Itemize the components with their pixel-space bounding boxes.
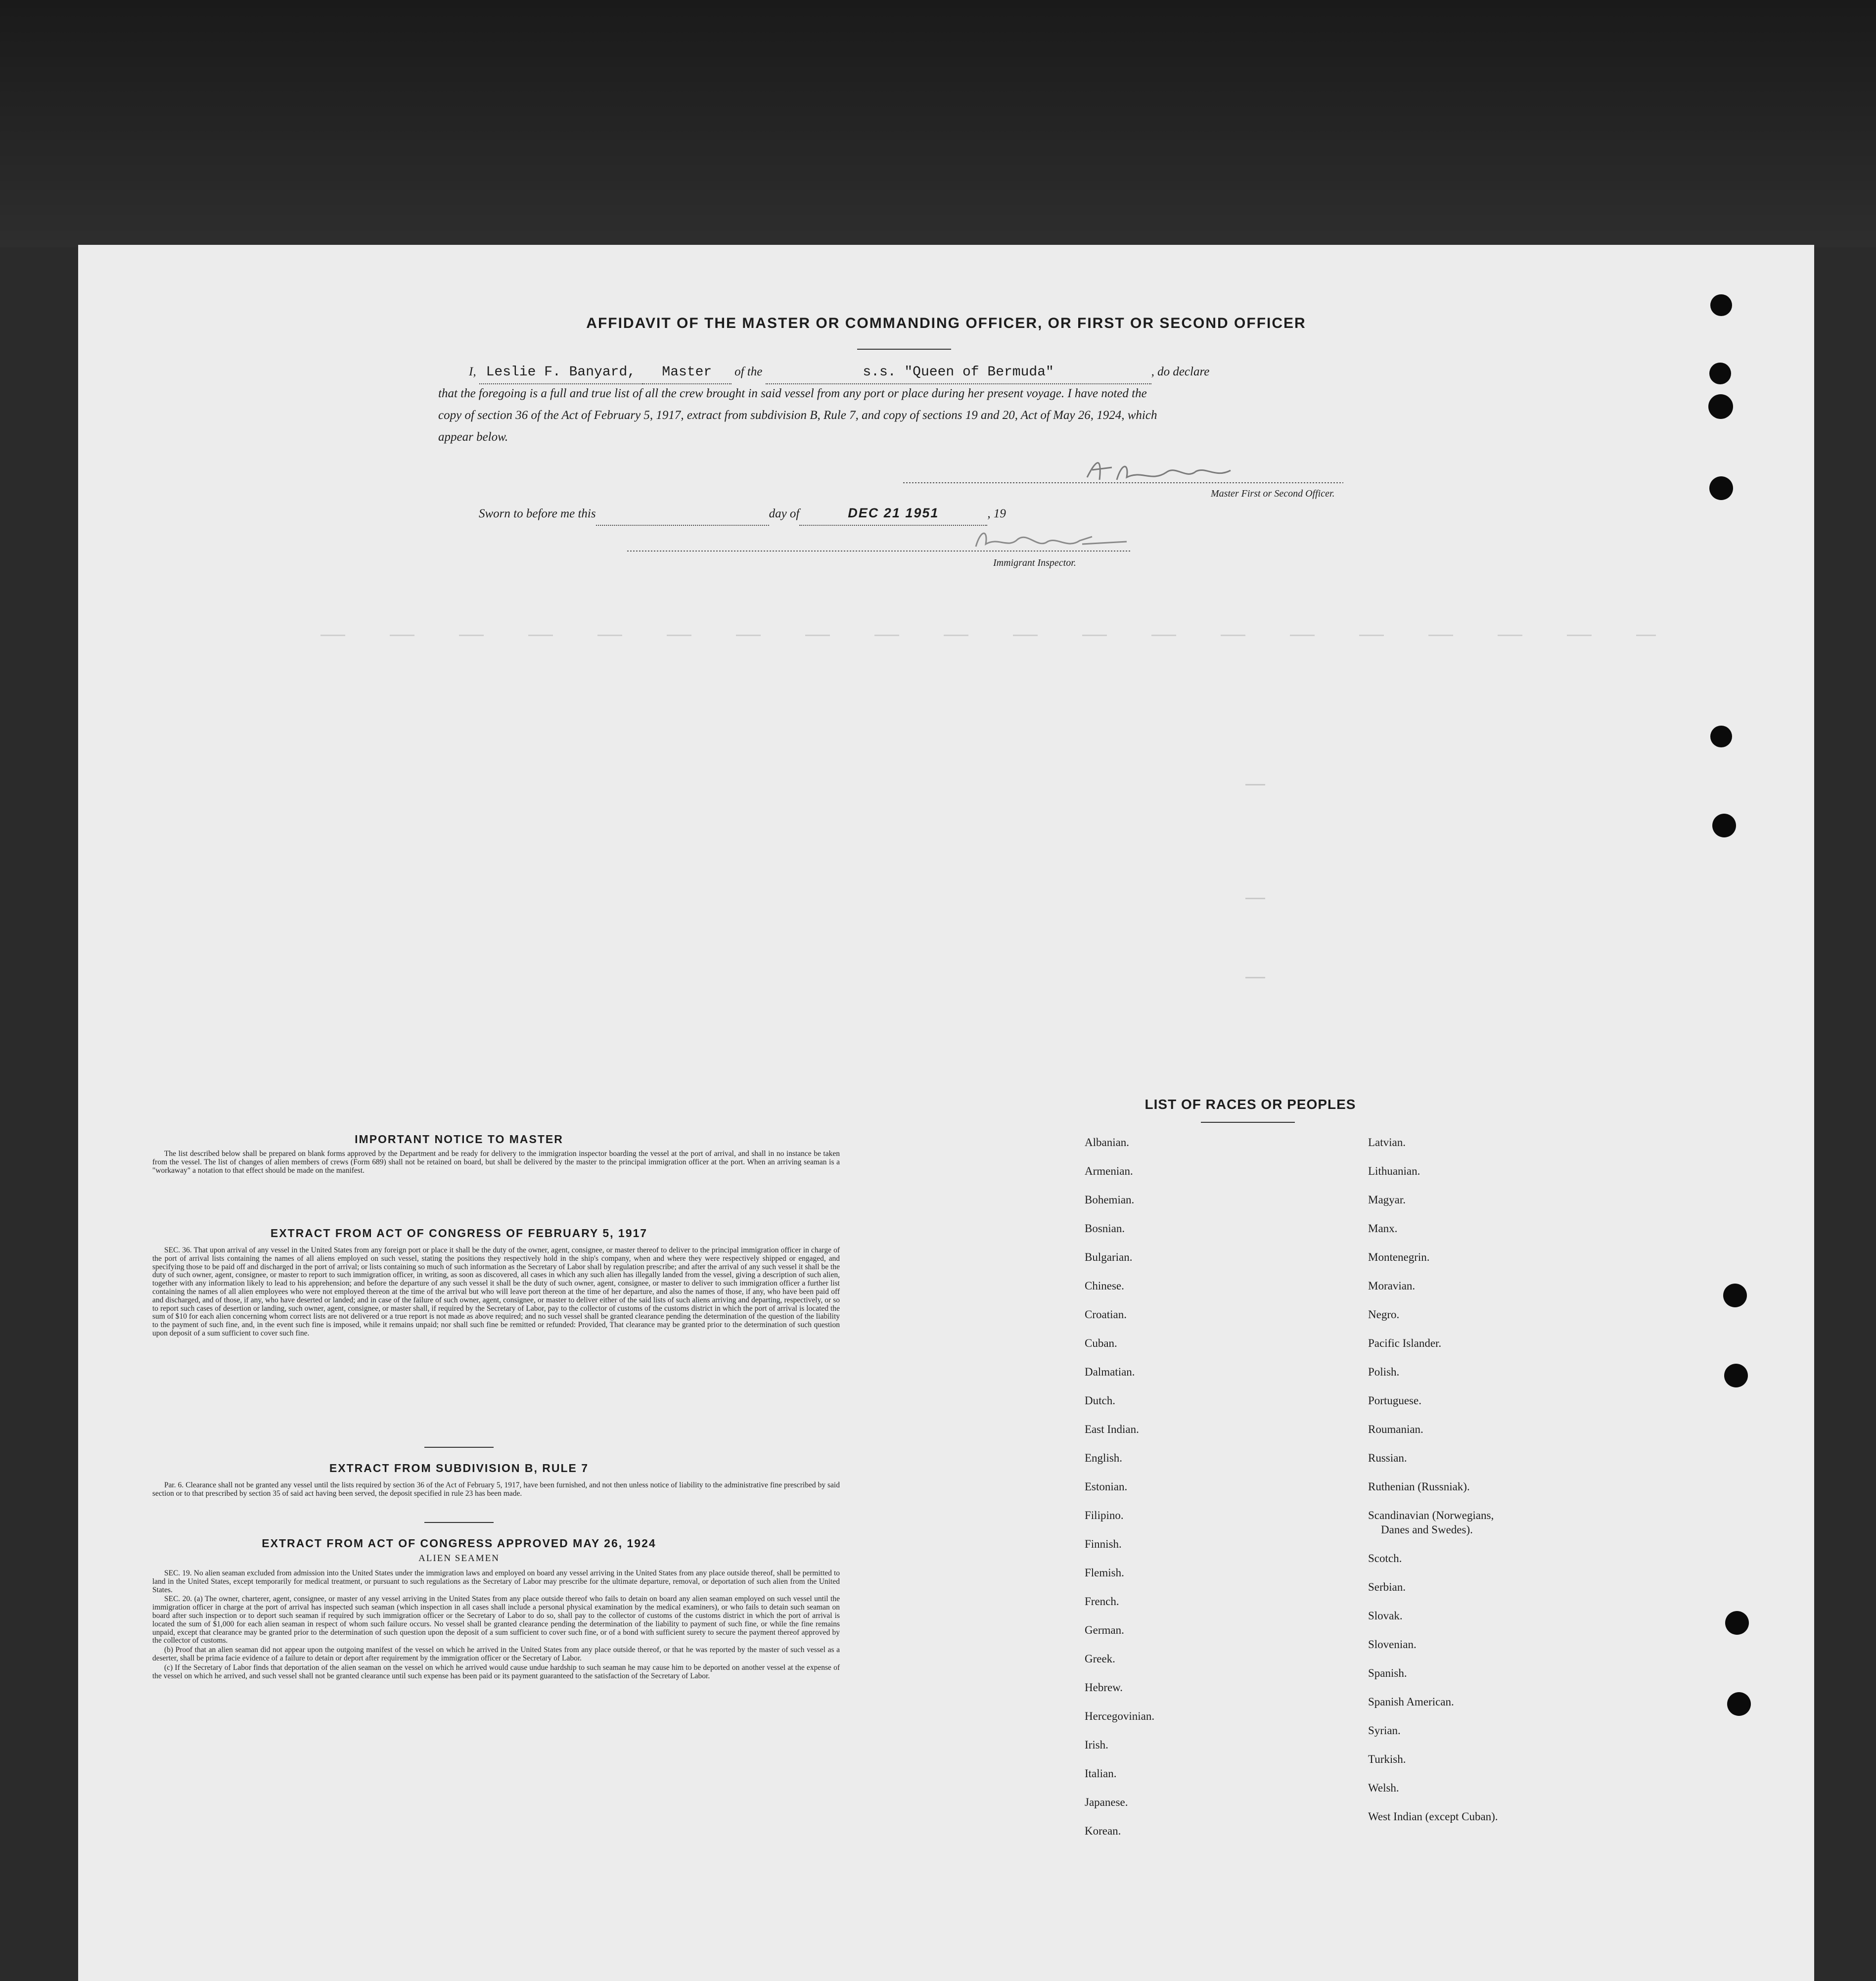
do-declare-label: , do declare xyxy=(1151,365,1210,378)
sworn-line xyxy=(479,502,1006,526)
affidavit-line-1 xyxy=(469,361,1209,384)
race-item: Welsh. xyxy=(1368,1782,1399,1794)
sec-19-paragraph: SEC. 19. No alien seaman excluded from admission into the United States under the immigration laws and employed on board any vessel arriving in the United States from any place outside thereof, shall be permitted to land in the United States, except temporarily for medical treatment, or pursuant to such regulations as the Secretary of Labor may prescribe for the ultimate departure, removal, or deportation of such alien from the United States. xyxy=(152,1569,840,1594)
race-item: Hercegovinian. xyxy=(1085,1710,1155,1722)
race-item: Portuguese. xyxy=(1368,1394,1421,1407)
affidavit-line-2: that the foregoing is a full and true list of all the crew brought in said vessel from any port or place during her present voyage. I have noted the xyxy=(438,387,1147,400)
punch-hole xyxy=(1709,363,1731,384)
notice-paragraph: The list described below shall be prepared on blank forms approved by the Department and be ready for delivery to the immigration inspector boarding the vessel at the port of arrival, and shall in no instance be taken from the vessel. The list of changes of alien members of crews (Form 689) shall not be retained on board, but shall be delivered by the master to the principal immigration officer at the port. When an arriving seaman is a "workaway" a notation to that effect should be made on the manifest. xyxy=(152,1150,840,1175)
race-item: Roumanian. xyxy=(1368,1423,1423,1435)
race-item: Manx. xyxy=(1368,1222,1398,1235)
race-item: Hebrew. xyxy=(1085,1681,1123,1694)
race-item: Polish. xyxy=(1368,1366,1400,1378)
punch-hole xyxy=(1727,1692,1751,1716)
year-label: , 19 xyxy=(987,507,1006,520)
race-item: Japanese. xyxy=(1085,1796,1128,1808)
race-item: Ruthenian (Russniak). xyxy=(1368,1480,1470,1493)
race-item: Cuban. xyxy=(1085,1337,1117,1349)
race-item: German. xyxy=(1085,1624,1124,1636)
race-item: Finnish. xyxy=(1085,1538,1122,1550)
race-item: Lithuanian. xyxy=(1368,1165,1420,1177)
race-item: Slovenian. xyxy=(1368,1638,1417,1651)
affidavit-line-3: copy of section 36 of the Act of February 5, 1917, extract from subdivision B, Rule 7, and copy of sections 19 and 20, Act of May 26, 1924, which xyxy=(438,409,1157,422)
race-item: West Indian (except Cuban). xyxy=(1368,1810,1498,1823)
race-item: Spanish American. xyxy=(1368,1696,1454,1708)
race-item: English. xyxy=(1085,1452,1123,1464)
race-item: Syrian. xyxy=(1368,1724,1401,1737)
race-item: Moravian. xyxy=(1368,1280,1416,1292)
rank-value: Master xyxy=(642,362,732,384)
notice-text xyxy=(152,1150,840,1176)
race-item: Chinese. xyxy=(1085,1280,1124,1292)
extract-1917-text xyxy=(152,1246,840,1339)
race-item: Bohemian. xyxy=(1085,1194,1135,1206)
document-page xyxy=(78,245,1814,1981)
race-item: Armenian. xyxy=(1085,1165,1133,1177)
sworn-day-blank xyxy=(596,503,769,526)
affidavit-title: AFFIDAVIT OF THE MASTER OR COMMANDING OFFICER, OR FIRST OR SECOND OFFICER xyxy=(586,315,1306,331)
races-left-column xyxy=(1085,1135,1154,1852)
sec-20b-paragraph: (b) Proof that an alien seaman did not appear upon the outgoing manifest of the vessel on which he arrived in the United States from any place outside thereof, or that he was reported by the master of such vessel as a deserter, shall be prima facie evidence of a failure to detain or deport after requirement by the immigration officer or the Secretary of Labor. xyxy=(152,1646,840,1662)
race-item: Magyar. xyxy=(1368,1194,1406,1206)
race-item: Montenegrin. xyxy=(1368,1251,1430,1263)
bleed-through-mark xyxy=(1245,898,1265,899)
race-item: Slovak. xyxy=(1368,1610,1403,1622)
race-item: Korean. xyxy=(1085,1825,1121,1837)
race-item: French. xyxy=(1085,1595,1119,1608)
sworn-label: Sworn to before me this xyxy=(479,507,596,520)
rule-7-heading: EXTRACT FROM SUBDIVISION B, RULE 7 xyxy=(329,1462,589,1474)
bleed-through-mark xyxy=(1245,977,1265,978)
race-item: Dutch. xyxy=(1085,1394,1115,1407)
section-divider xyxy=(424,1447,494,1448)
race-item: East Indian. xyxy=(1085,1423,1139,1435)
race-item: Irish. xyxy=(1085,1739,1108,1751)
race-item-line: Danes and Swedes). xyxy=(1381,1523,1473,1536)
race-item: Dalmatian. xyxy=(1085,1366,1135,1378)
punch-hole xyxy=(1708,394,1733,419)
scanner-background xyxy=(0,0,1876,247)
race-item: Scotch. xyxy=(1368,1552,1402,1565)
date-stamp: DEC 21 1951 xyxy=(848,506,939,520)
affidavit-line-4: appear below. xyxy=(438,430,508,444)
punch-hole xyxy=(1710,294,1732,316)
race-item: Bosnian. xyxy=(1085,1222,1125,1235)
race-item: Croatian. xyxy=(1085,1308,1127,1321)
sworn-date-field xyxy=(799,502,987,526)
race-item: Pacific Islander. xyxy=(1368,1337,1442,1349)
race-item: Estonian. xyxy=(1085,1480,1128,1493)
inspector-signature-line xyxy=(627,551,1132,552)
of-the-label: of the xyxy=(734,365,763,378)
race-item: Filipino. xyxy=(1085,1509,1124,1521)
notice-heading: IMPORTANT NOTICE TO MASTER xyxy=(355,1133,563,1146)
races-heading: LIST OF RACES OR PEOPLES xyxy=(1144,1097,1356,1112)
race-item-line: Scandinavian (Norwegians, xyxy=(1368,1509,1494,1521)
extract-1917-heading: EXTRACT FROM ACT OF CONGRESS OF FEBRUARY 5, 1917 xyxy=(270,1227,648,1240)
extract-1924-text xyxy=(152,1569,840,1681)
sec-36-paragraph: SEC. 36. That upon arrival of any vessel in the United States from any foreign port or place it shall be the duty of the owner, agent, consignee, or master thereof to deliver to the principal immigration officer in charge of the port of arrival lists containing the names of all aliens employed on such vessel, stating the positions they respectively hold in the ship's company, when and where they were respectively shipped or engaged, and specifying those to be paid off and discharged in the port of arrival; or lists containing so much of such information as the Secretary of Labor shall by regulation prescribe; and after the arrival of any such vessel it shall be the duty of such owner, agent, consignee, or master to report to such immigration officer, in writing, as soon as discovered, all cases in which any such alien has illegally landed from the vessel, giving a description of such alien, together with any information likely to lead to his apprehension; and before the departure of any such vessel it shall be the duty of such owner, agent, consignee, or master to deliver to such immigration officer a further list containing the names of all alien employees who were not employed thereon at the time of the arrival but who will leave port thereon at the time of her departure, and also the names of those, if any, who have been paid off and discharged, and of those, if any, who have deserted or landed; and in case of the failure of such owner, agent, consignee, or master to deliver either of the said lists of such aliens arriving and departing, respectively, or so to report such cases of desertion or landing, such owner, agent, consignee, or master shall, if required by the Secretary of Labor, pay to the collector of customs of the customs district in which the port of arrival is located the sum of $10 for each alien concerning whom correct lists are not delivered or a true report is not made as above required; and no such vessel shall be granted clearance pending the determination of the question of the liability to the payment of such fine, and, in the event such fine is imposed, while it remains unpaid; nor shall such fine be remitted or refunded: Provided, That clearance may be granted prior to the determination of such question upon deposit of a sum sufficient to cover such fine. xyxy=(152,1246,840,1337)
master-signature-caption: Master First or Second Officer. xyxy=(1211,488,1335,499)
extract-1924-heading: EXTRACT FROM ACT OF CONGRESS APPROVED MAY 26, 1924 xyxy=(262,1537,656,1550)
race-item: Latvian. xyxy=(1368,1136,1406,1149)
rule-7-text xyxy=(152,1481,840,1499)
race-item: Spanish. xyxy=(1368,1667,1407,1679)
punch-hole xyxy=(1709,476,1733,500)
race-item: Albanian. xyxy=(1085,1136,1130,1149)
punch-hole xyxy=(1712,814,1736,837)
races-divider xyxy=(1201,1122,1295,1123)
race-item: Greek. xyxy=(1085,1653,1115,1665)
race-item xyxy=(1368,1508,1498,1551)
race-item: Turkish. xyxy=(1368,1753,1406,1765)
race-item: Negro. xyxy=(1368,1308,1400,1321)
punch-hole xyxy=(1725,1611,1749,1635)
par-6-paragraph: Par. 6. Clearance shall not be granted any vessel until the lists required by section 36 of the Act of February 5, 1917, have been furnished, and not then unless notice of liability to the administrative fine prescribed by said section or to that prescribed by section 35 of said act having been served, the deposit specified in rule 23 has been made. xyxy=(152,1481,840,1498)
race-item: Italian. xyxy=(1085,1767,1117,1780)
vessel-name: s.s. "Queen of Bermuda" xyxy=(766,362,1151,384)
master-signature xyxy=(1082,453,1250,492)
punch-hole xyxy=(1723,1284,1747,1307)
inspector-caption: Immigrant Inspector. xyxy=(993,557,1076,568)
races-right-column xyxy=(1368,1135,1498,1838)
race-item: Serbian. xyxy=(1368,1581,1406,1593)
day-of-label: day of xyxy=(769,507,800,520)
sec-20a-paragraph: SEC. 20. (a) The owner, charterer, agent, consignee, or master of any vessel arriving in the United States from any place outside thereof who fails to detain on board any alien seaman employed on such vessel until the immigration officer in charge at the port of arrival has inspected such seaman (which inspection in all cases shall include a personal physical examination by the medical examiners), or who fails to detain such seaman on board after such inspection or to deport such seaman if required by such immigration officer or the Secretary of Labor to do so, shall pay to the collector of customs of the customs district in which the port of arrival is located the sum of $1,000 for each alien seaman in respect of whom such failure occurs. No vessel shall be granted clearance pending the determination of the liability to payment of such fine, or while the fine remains unpaid, except that clearance may be granted prior to the determination of such question upon the deposit of a sum sufficient to cover such fine, or of a bond with sufficient surety to secure the payment thereof approved by the collector of customs. xyxy=(152,1595,840,1645)
master-name: Leslie F. Banyard, xyxy=(479,362,642,384)
i-label: I, xyxy=(469,365,476,378)
title-divider xyxy=(857,349,951,350)
alien-seamen-subheading: ALIEN SEAMEN xyxy=(418,1553,500,1564)
section-divider xyxy=(424,1522,494,1523)
punch-hole xyxy=(1710,726,1732,747)
punch-hole xyxy=(1724,1364,1748,1387)
race-item: Flemish. xyxy=(1085,1566,1124,1579)
bleed-through-mark xyxy=(320,635,1656,636)
race-item: Bulgarian. xyxy=(1085,1251,1133,1263)
race-item: Russian. xyxy=(1368,1452,1407,1464)
bleed-through-mark xyxy=(1245,784,1265,785)
sec-20c-paragraph: (c) If the Secretary of Labor finds that deportation of the alien seaman on the vessel on which he arrived would cause undue hardship to such seaman he may cause him to be deported on another vessel at the expense of the vessel on which he arrived, and such vessel shall not be granted clearance until such expense has been paid or its payment guaranteed to the satisfaction of the Secretary of Labor. xyxy=(152,1663,840,1680)
